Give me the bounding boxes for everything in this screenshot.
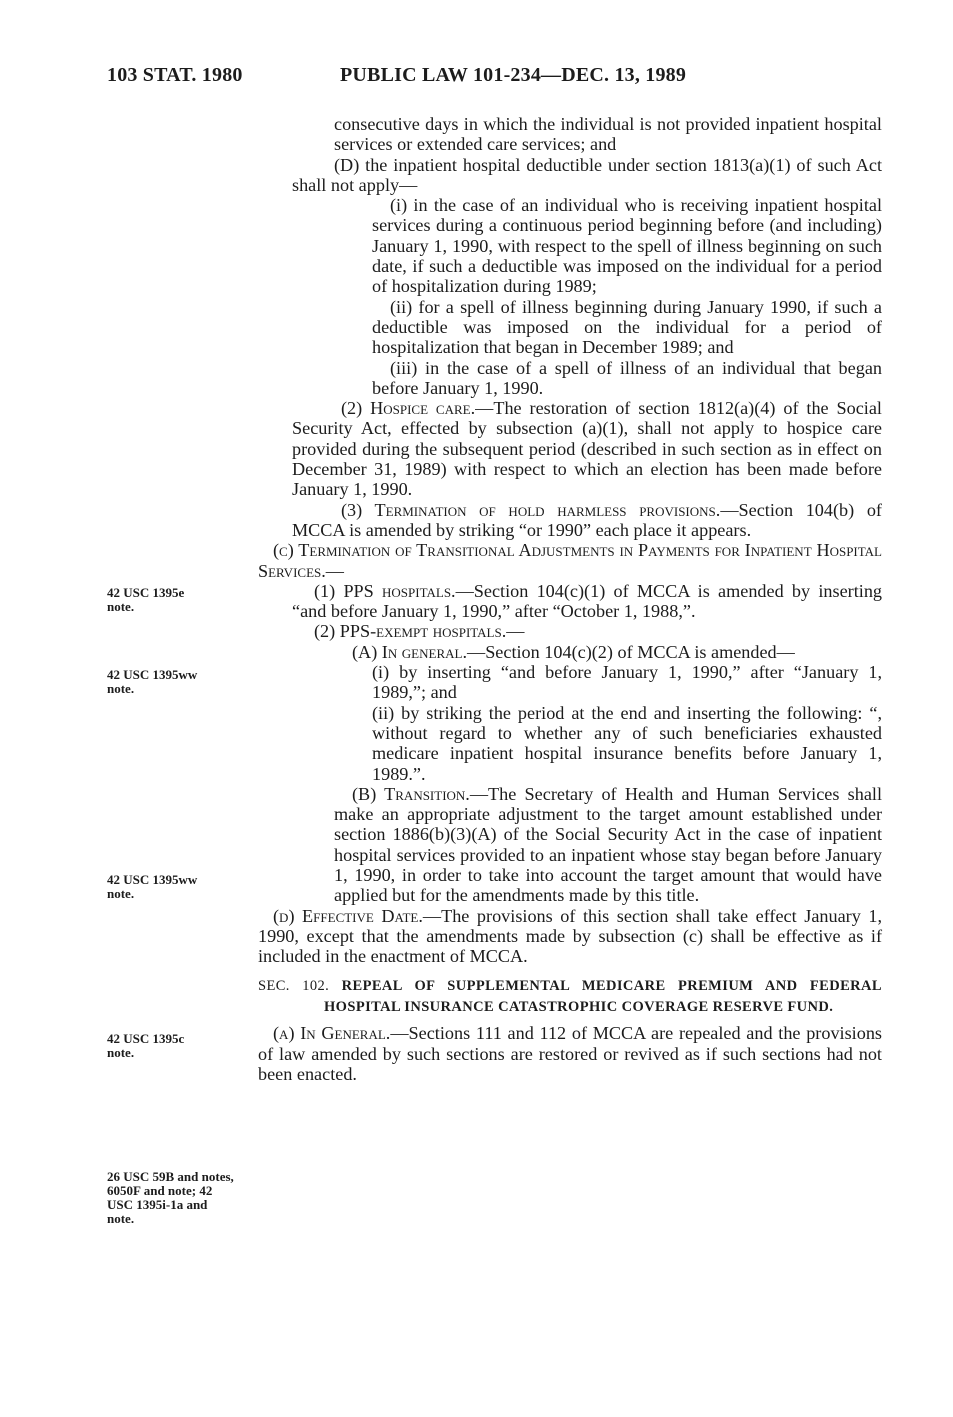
clause-iii: (iii) in the case of a spell of illness of an individual that began before January 1, 1990. xyxy=(372,357,882,398)
margin-note: 42 USC 1395c note. xyxy=(107,1031,185,1060)
subparagraph-A: (A) In general.—Section 104(c)(2) of MCCA is amended— xyxy=(352,641,795,662)
clause-A-i: (i) by inserting “and before January 1, 1990,” after “January 1, 1989,”; and xyxy=(372,662,882,703)
subparagraph-B: (B) Transition.—The Secretary of Health and Human Services shall make an appropriate adjustment to the target amount established under section 1886(b)(3)(A) of the Social Security Act in the case of inpatient hospital services provided to an inpatient whose stay began before January 1, 1990, in order to take into account the target amount that would have applied but for the amendments made by this title. xyxy=(334,783,882,906)
subparagraph-A-heading: (A) In general. xyxy=(352,641,467,662)
margin-note: 42 USC 1395ww note. xyxy=(107,667,198,696)
paragraph-2-heading: (2) Hospice care. xyxy=(341,398,476,419)
paragraph-D: (D) the inpatient hospital deductible under section 1813(a)(1) of such Act shall not apply— xyxy=(292,154,882,195)
margin-note: 42 USC 1395ww note. xyxy=(107,872,198,901)
paragraph-c1-heading: (1) PPS hospitals. xyxy=(314,580,456,601)
subparagraph-B-heading: (B) Transition. xyxy=(352,783,470,804)
margin-note: 42 USC 1395e note. xyxy=(107,585,185,614)
margin-note: 26 USC 59B and notes, 6050F and note; 42 USC 1395i-1a and note. xyxy=(107,1169,234,1226)
statute-body xyxy=(258,114,882,1084)
subsection-c-heading: (c) Termination of Transitional Adjustments in Payments for Inpatient Hospital Services.— xyxy=(258,540,882,581)
subsection-a: (a) In General.—Sections 111 and 112 of MCCA are repealed and the provisions of law amended by such sections are restored or revived as if such sections had not been enacted. xyxy=(258,1023,882,1085)
subsection-d-heading: (d) Effective Date. xyxy=(273,905,423,926)
stat-page-number: 103 STAT. 1980 xyxy=(107,64,243,86)
page-title: PUBLIC LAW 101-234—DEC. 13, 1989 xyxy=(340,64,687,86)
paragraph-3-heading: (3) Termination of hold harmless provisions. xyxy=(341,499,721,520)
clause-ii: (ii) for a spell of illness beginning during January 1990, if such a deductible was imposed on the individual for a period of hospitalization that began in December 1989; and xyxy=(372,296,882,358)
paragraph-c2: (2) PPS-exempt hospitals.— xyxy=(314,621,525,642)
paragraph-c1: (1) PPS hospitals.—Section 104(c)(1) of MCCA is amended by inserting “and before January 1, 1990,” after “October 1, 1988,”. xyxy=(292,580,883,622)
paragraph-2: (2) Hospice care.—The restoration of section 1812(a)(4) of the Social Security Act, effected by subsection (a)(1), shall not apply to hospice care provided during the subsequent period (described in such section as in effect on December 31, 1989) with respect to which an election has been made before January 1, 1990. xyxy=(292,398,882,500)
paragraph-3: (3) Termination of hold harmless provisions.—Section 104(b) of MCCA is amended by striking “or 1990” each place it appears. xyxy=(292,499,882,540)
paragraph-continuation: consecutive days in which the individual is not provided inpatient hospital services or extended care services; and xyxy=(334,114,882,155)
subsection-a-heading: (a) In General. xyxy=(273,1023,391,1044)
subsection-d: (d) Effective Date.—The provisions of this section shall take effect January 1, 1990, except that the amendments made by subsection (c) shall be effective as if included in the enactment of MCCA. xyxy=(258,905,882,967)
section-heading: SEC. 102. REPEAL OF SUPPLEMENTAL MEDICARE PREMIUM AND FEDERAL HOSPITAL INSURANCE CATASTROPHIC COVERAGE RESERVE FUND. xyxy=(258,978,882,1015)
clause-A-ii: (ii) by striking the period at the end and inserting the following: “, without regard to whether any of such beneficiaries exhausted medicare inpatient hospital insurance benefits before January 1, 1989.”. xyxy=(372,702,882,784)
clause-i: (i) in the case of an individual who is receiving inpatient hospital services during a continuous period beginning before (and including) January 1, 1990, with respect to the spell of illness beginning on such date, if such a deductible was imposed on the individual for a period of hospitalization during 1989; xyxy=(372,195,882,297)
